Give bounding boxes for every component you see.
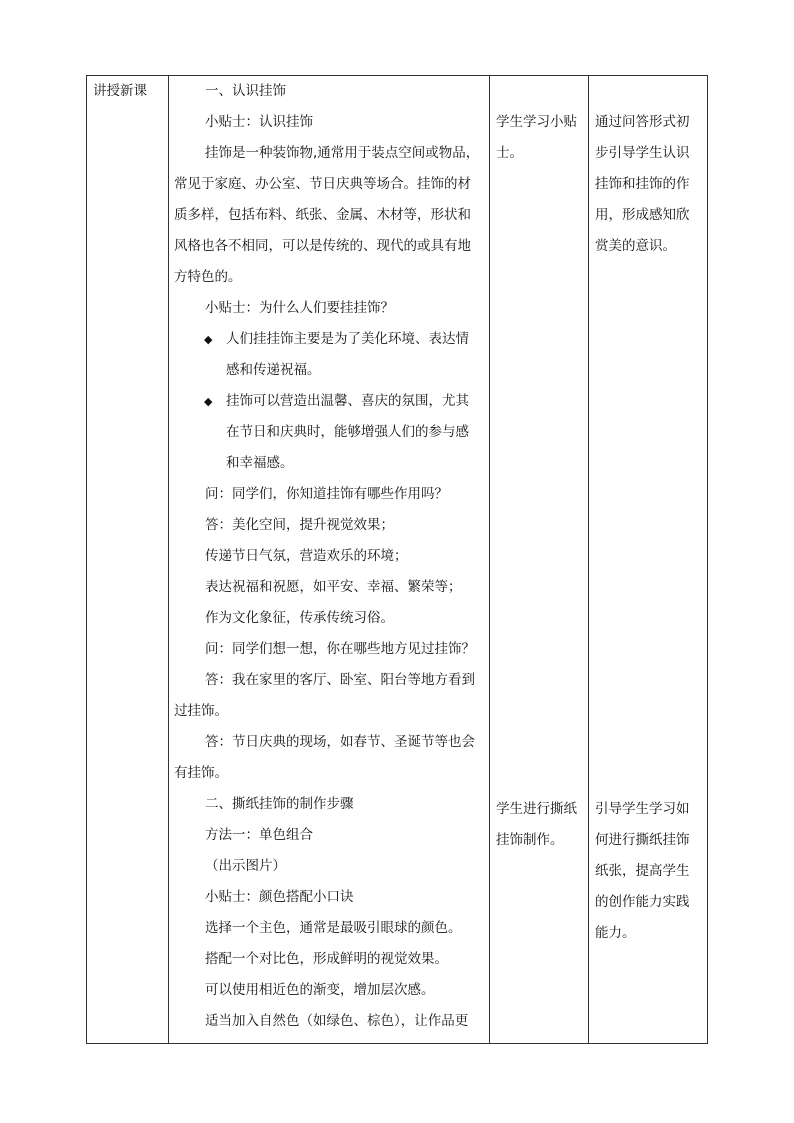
content-line: 作为文化象征，传承传统习俗。: [205, 610, 394, 626]
design-intent-line: 引导学生学习如: [595, 801, 690, 817]
content-line: 答：我在家里的客厅、卧室、阳台等地方看到: [205, 672, 475, 688]
design-intent-line: 赏美的意识。: [595, 238, 676, 254]
student-activity-line: 士。: [496, 145, 523, 161]
content-line: 搭配一个对比色，形成鲜明的视觉效果。: [205, 951, 448, 967]
bullet-item: [174, 386, 486, 417]
design-intent-line: 的创作能力实践: [595, 894, 690, 910]
content-line: 选择一个主色，通常是最吸引眼球的颜色。: [205, 920, 462, 936]
content-line: 有挂饰。: [174, 765, 228, 781]
content-line: （出示图片）: [205, 858, 286, 874]
bullet-diamond-icon: ◆: [204, 395, 213, 408]
bullet-item: [174, 324, 486, 355]
content-line: 质多样，包括布料、纸张、金属、木材等，形状和: [174, 207, 471, 223]
content-line: 和幸福感。: [226, 455, 294, 471]
bullet-text: 人们挂挂饰主要是为了美化环境、表达情: [226, 331, 469, 347]
content-line: 常见于家庭、办公室、节日庆典等场合。挂饰的材: [174, 176, 471, 192]
student-activity-line: 学生学习小贴: [496, 114, 577, 130]
student-activity-1: [496, 107, 586, 169]
content-line: 传递节日气氛，营造欢乐的环境；: [205, 548, 408, 564]
column-divider: [489, 76, 490, 1043]
design-intent-2: [595, 794, 705, 949]
content-line: 问：同学们想一想，你在哪些地方见过挂饰？: [205, 641, 475, 657]
student-activity-line: 学生进行撕纸: [496, 801, 577, 817]
content-line: 表达祝福和祝愿，如平安、幸福、繁荣等；: [205, 579, 462, 595]
column-divider: [588, 76, 589, 1043]
design-intent-line: 能力。: [595, 925, 636, 941]
design-intent-line: 用，形成感知欣: [595, 207, 690, 223]
student-activity-line: 挂饰制作。: [496, 832, 564, 848]
content-line: 小贴士：颜色搭配小口诀: [205, 889, 354, 905]
design-intent-line: 纸张，提高学生: [595, 863, 690, 879]
content-line: 小贴士：认识挂饰: [205, 114, 313, 130]
content-line: 小贴士：为什么人们要挂挂饰？: [205, 300, 394, 316]
lesson-plan-table: [86, 75, 708, 1044]
content-line: 方特色的。: [174, 269, 242, 285]
section-label: 讲授新课: [93, 83, 147, 99]
content-line: 答：美化空间，提升视觉效果；: [205, 517, 394, 533]
content-line: 问：同学们，你知道挂饰有哪些作用吗？: [205, 486, 448, 502]
content-line: 挂饰是一种装饰物,通常用于装点空间或物品，: [205, 145, 480, 161]
content-line: 风格也各不相同，可以是传统的、现代的或具有地: [174, 238, 471, 254]
content-line: 感和传递祝福。: [226, 362, 321, 378]
design-intent-line: 何进行撕纸挂饰: [595, 832, 690, 848]
bullet-diamond-icon: ◆: [204, 333, 213, 346]
design-intent-line: 挂饰和挂饰的作: [595, 176, 690, 192]
design-intent-1: [595, 107, 705, 262]
content-line: 二、撕纸挂饰的制作步骤: [205, 796, 354, 812]
bullet-text: 挂饰可以营造出温馨、喜庆的氛围，尤其: [226, 393, 469, 409]
design-intent-line: 步引导学生认识: [595, 145, 690, 161]
content-line: 在节日和庆典时，能够增强人们的参与感: [226, 424, 469, 440]
design-intent-line: 通过问答形式初: [595, 114, 690, 130]
content-line: 过挂饰。: [174, 703, 228, 719]
column-divider: [168, 76, 169, 1043]
student-activity-2: [496, 794, 586, 856]
section-label-cell: [93, 76, 147, 107]
content-line: 适当加入自然色（如绿色、棕色），让作品更: [205, 1013, 469, 1029]
content-line: 答：节日庆典的现场，如春节、圣诞节等也会: [205, 734, 475, 750]
content-line: 一、认识挂饰: [205, 83, 286, 99]
content-line: 可以使用相近色的渐变，增加层次感。: [205, 982, 435, 998]
teaching-content-cell: [174, 76, 486, 1037]
content-line: 方法一：单色组合: [205, 827, 313, 843]
